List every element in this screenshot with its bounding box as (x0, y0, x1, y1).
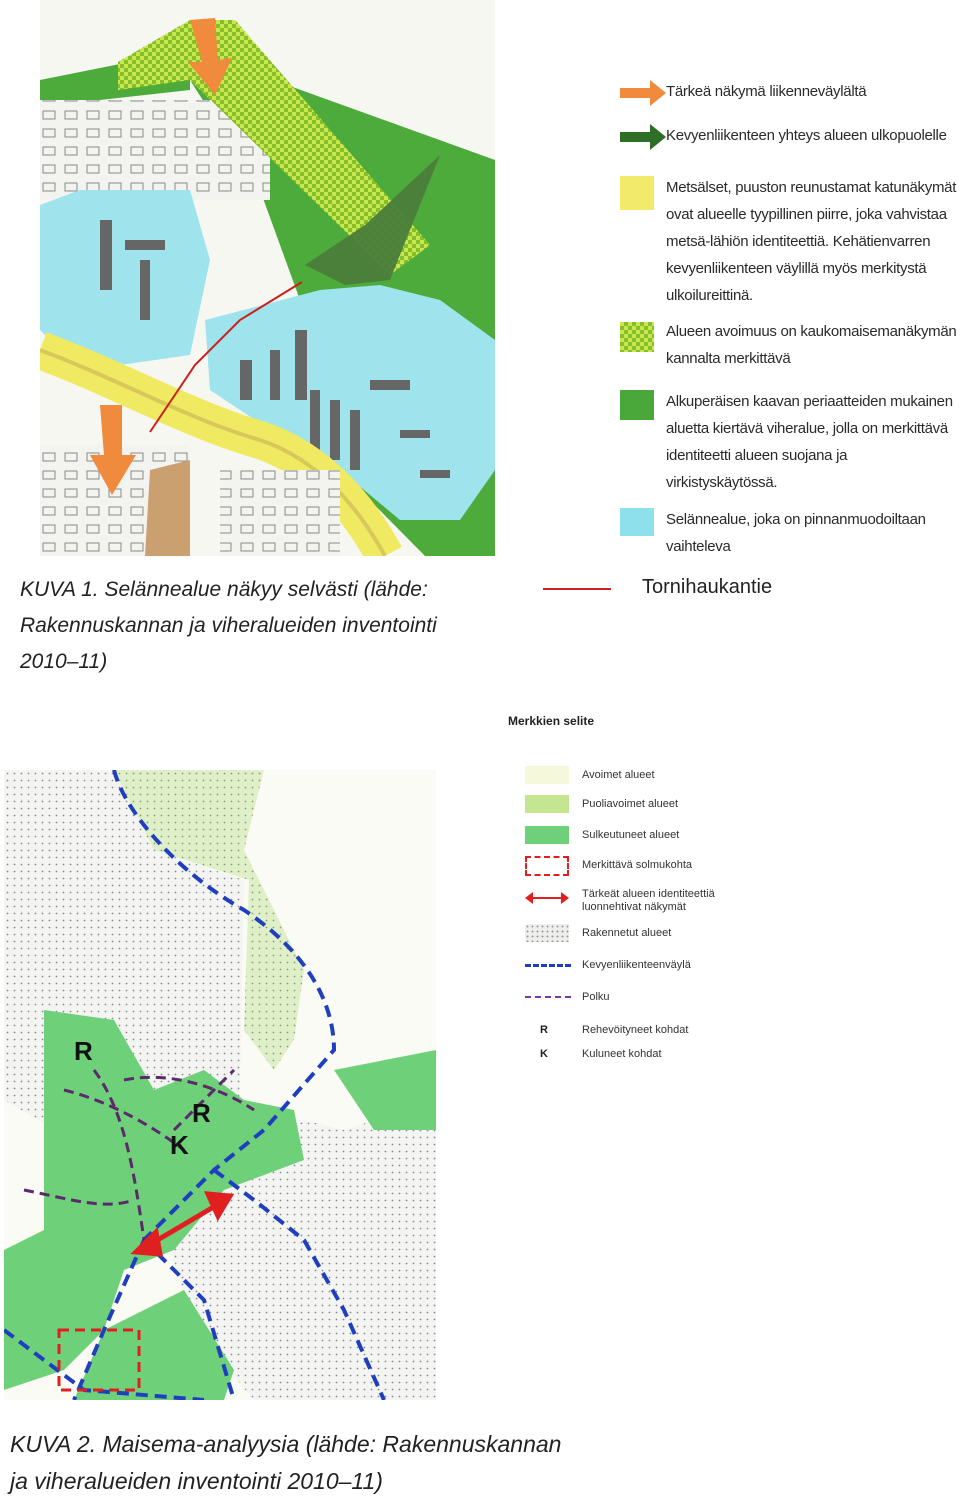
legend1-item-6-line-1: Selännealue, joka on pinnanmuodoiltaan (666, 511, 926, 528)
red-double-arrow-icon (525, 890, 569, 906)
legend2-item-10: Kuluneet kohdat (582, 1048, 662, 1060)
figure2-caption (10, 1426, 710, 1500)
legend2-item-1: Avoimet alueet (582, 769, 655, 781)
legend1-item-5-line-3: identiteetti alueen suojana ja (666, 447, 848, 464)
legend1-item-2: Kevyenliikenteen yhteys alueen ulkopuolelle (666, 127, 947, 144)
road-legend-line (543, 588, 611, 590)
green-swatch (525, 826, 569, 844)
figure2-map (4, 770, 436, 1400)
legend2-title: Merkkien selite (508, 714, 595, 728)
legend2-item-9: Rehevöityneet kohdat (582, 1024, 689, 1036)
figure1-legend (612, 72, 960, 568)
legend2-item-5: Tärkeät alueen identiteettiä luonnehtivat näkymät (582, 888, 715, 913)
legend2-item-7: Kevyenliikenteenväylä (582, 959, 691, 971)
figure1-caption (20, 572, 520, 680)
legend1-item-5-line-1: Alkuperäisen kaavan periaatteiden mukainen (666, 393, 953, 410)
legend1-item-1: Tärkeä näkymä liikenneväylältä (666, 83, 867, 100)
legend1-item-3-line-5: ulkoilureittinä. (666, 287, 753, 304)
legend1-item-5-line-2: aluetta kiertävä viheralue, jolla on merkittävä (666, 420, 948, 437)
letter-r: R (540, 1024, 548, 1036)
road-legend-label: Tornihaukantie (642, 576, 773, 598)
map-label-k: K (170, 1130, 189, 1160)
yellow-swatch (620, 176, 654, 210)
green-swatch (620, 390, 654, 420)
figure1-caption-line-1: KUVA 1. Selännealue näkyy selvästi (lähde: (20, 578, 428, 601)
checkered-green-swatch (620, 322, 654, 352)
figure1-map (40, 0, 495, 556)
legend1-item-6-line-2: vaihteleva (666, 538, 731, 555)
figure2-caption-line-2: ja viheralueiden inventointi 2010–11) (10, 1468, 383, 1494)
red-dashed-box (525, 856, 569, 876)
letter-k: K (540, 1048, 548, 1060)
figure2-caption-line-1: KUVA 2. Maisema-analyysia (lähde: Rakennuskannan (10, 1431, 562, 1457)
legend2-item-6: Rakennetut alueet (582, 927, 672, 939)
green-arrow-icon (620, 124, 666, 150)
legend2-item-8: Polku (582, 991, 610, 1003)
legend1-item-3-line-3: metsä-lähiön identiteettiä. Kehätienvarren (666, 233, 931, 250)
legend2-item-4: Merkittävä solmukohta (582, 859, 693, 871)
figure1-caption-line-3: 2010–11) (20, 650, 108, 673)
dotted-grey-swatch (525, 924, 569, 942)
cyan-swatch (620, 508, 654, 536)
map-label-r: R (192, 1098, 211, 1128)
purple-dashed-line (525, 996, 571, 998)
legend1-item-3-line-2: ovat alueelle tyypillinen piirre, joka vahvistaa (666, 206, 947, 223)
figure2-legend (470, 702, 760, 1092)
pale-yellow-swatch (525, 766, 569, 784)
map-label-r: R (74, 1036, 93, 1066)
legend1-item-5-line-4: virkistyskäytössä. (666, 474, 778, 491)
legend2-item-2: Puoliavoimet alueet (582, 798, 679, 810)
legend1-item-3-line-4: kevyenliikenteen väylillä myös merkitystä (666, 260, 927, 277)
legend1-item-4-line-2: kannalta merkittävä (666, 350, 791, 367)
orange-arrow-icon (620, 80, 666, 106)
legend2-item-3: Sulkeutuneet alueet (582, 829, 680, 841)
legend1-item-4-line-1: Alueen avoimuus on kaukomaisemanäkymän (666, 323, 957, 340)
figure1-caption-line-2: Rakennuskannan ja viheralueiden inventointi (20, 614, 437, 637)
blue-dashed-line (525, 964, 571, 967)
legend1-item-3-line-1: Metsälset, puuston reunustamat katunäkymät (666, 179, 957, 196)
light-green-swatch (525, 795, 569, 813)
